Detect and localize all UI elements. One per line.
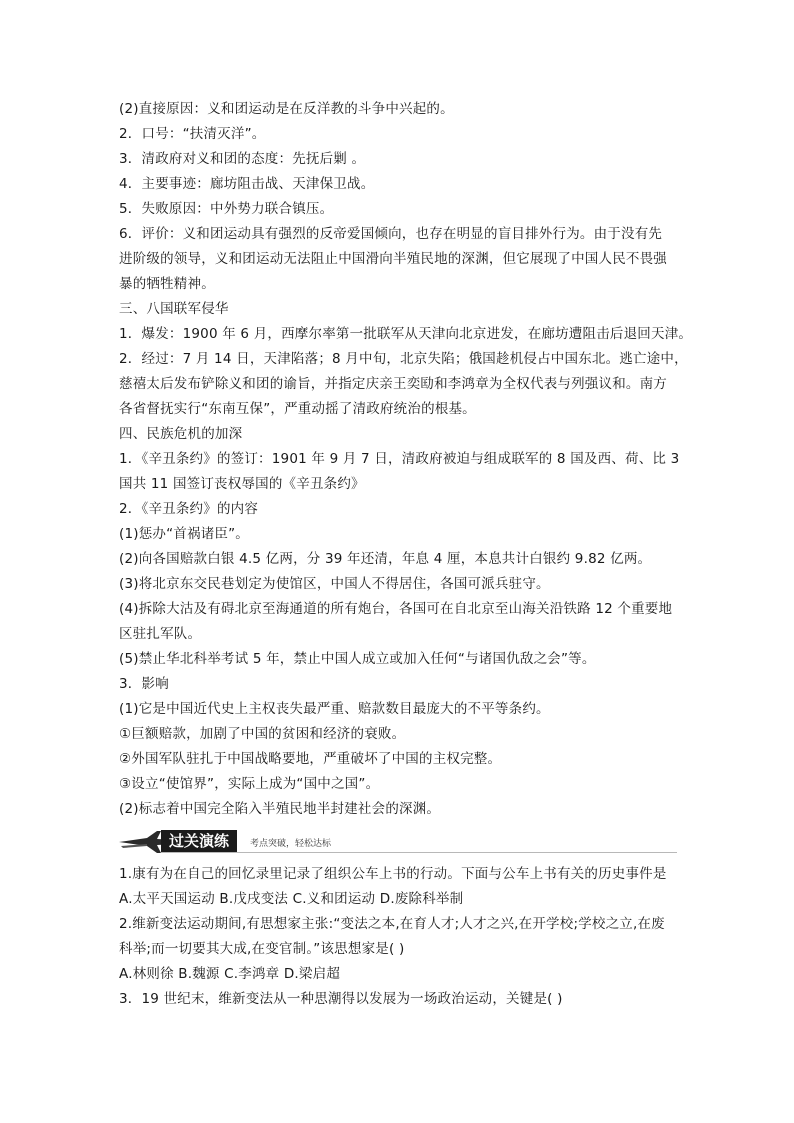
text-line: 6．评价：义和团运动具有强烈的反帝爱国倾向，也存在明显的盲目排外行为。由于没有先	[119, 226, 663, 242]
text-line: ①巨额赔款，加剧了中国的贫困和经济的衰败。	[119, 726, 406, 742]
text-line: (5)禁止华北科举考试 5 年，禁止中国人成立或加入任何“与诸国仇敌之会”等。	[119, 651, 596, 667]
section-heading: 三、八国联军侵华	[119, 301, 229, 317]
text-line: 区驻扎军队。	[119, 626, 202, 642]
banner-subtitle: 考点突破，轻松达标	[250, 839, 332, 849]
text-line: 3．清政府对义和团的态度：先抚后剿 。	[119, 151, 366, 167]
text-line: ②外国军队驻扎于中国战略要地，严重破坏了中国的主权完整。	[119, 751, 502, 767]
text-line: ③设立“使馆界”，实际上成为“国中之国”。	[119, 776, 380, 792]
question-line: 3．19 世纪末，维新变法从一种思潮得以发展为一场政治运动，关键是( )	[119, 991, 563, 1007]
section-heading: 四、民族危机的加深	[119, 426, 243, 442]
question-line: 科举;而一切要其大成,在变官制。”该思想家是( )	[119, 941, 405, 957]
text-line: 国共 11 国签订丧权辱国的《辛丑条约》	[119, 476, 365, 492]
text-line: 暴的牺牲精神。	[119, 276, 215, 292]
text-line: 2．《辛丑条约》的内容	[119, 501, 259, 517]
answer-options: A.太平天国运动 B.戊戌变法 C.义和团运动 D.废除科举制	[119, 891, 464, 907]
banner-rule	[161, 852, 677, 853]
text-line: 4．主要事迹：廊坊阻击战、天津保卫战。	[119, 176, 375, 192]
text-line: 1．《辛丑条约》的签订：1901 年 9 月 7 日，清政府被迫与组成联军的 8 国及西、荷、比 3	[119, 451, 680, 467]
text-line: (4)拆除大沽及有碍北京至海通道的所有炮台，各国可在自北京至山海关沿铁路 12 个重要地	[119, 601, 673, 617]
text-line: (1)惩办“首祸诸臣”。	[119, 526, 250, 542]
text-line: (2)直接原因：义和团运动是在反洋教的斗争中兴起的。	[119, 101, 454, 117]
text-line: 3．影响	[119, 676, 169, 692]
text-line: 慈禧太后发布铲除义和团的谕旨，并指定庆亲王奕劻和李鸿章为全权代表与列强议和。南方	[119, 376, 667, 392]
exercise-banner	[117, 829, 677, 855]
text-line: (3)将北京东交民巷划定为使馆区，中国人不得居住，各国可派兵驻守。	[119, 576, 550, 592]
question-line: 1.康有为在自己的回忆录里记录了组织公车上书的行动。下面与公车上书有关的历史事件是	[119, 866, 667, 882]
question-line: 2.维新变法运动期间,有思想家主张:“变法之本,在育人才;人才之兴,在开学校;学校之立,在废	[119, 916, 665, 932]
text-line: (2)向各国赔款白银 4.5 亿两，分 39 年还清，年息 4 厘，本息共计白银约 9.82 亿两。	[119, 551, 652, 567]
text-line: 进阶级的领导，义和团运动无法阻止中国滑向半殖民地的深渊，但它展现了中国人民不畏强	[119, 251, 667, 267]
text-line: (2)标志着中国完全陷入半殖民地半封建社会的深渊。	[119, 801, 441, 817]
text-line: 1．爆发：1900 年 6 月，西摩尔率第一批联军从天津向北京进发，在廊坊遭阻击后退回天津。	[119, 326, 693, 342]
answer-options: A.林则徐 B.魏源 C.李鸿章 D.梁启超	[119, 966, 341, 982]
text-line: 5．失败原因：中外势力联合镇压。	[119, 201, 334, 217]
text-line: 2．口号：“扶清灭洋”。	[119, 126, 266, 142]
text-line: 2．经过：7 月 14 日，天津陷落；8 月中旬，北京失陷；俄国趁机侵占中国东北。逃亡途中，	[119, 351, 688, 367]
banner-title: 过关演练	[161, 830, 237, 852]
text-line: 各省督抚实行“东南互保”，严重动摇了清政府统治的根基。	[119, 401, 476, 417]
text-line: (1)它是中国近代史上主权丧失最严重、赔款数目最庞大的不平等条约。	[119, 701, 550, 717]
